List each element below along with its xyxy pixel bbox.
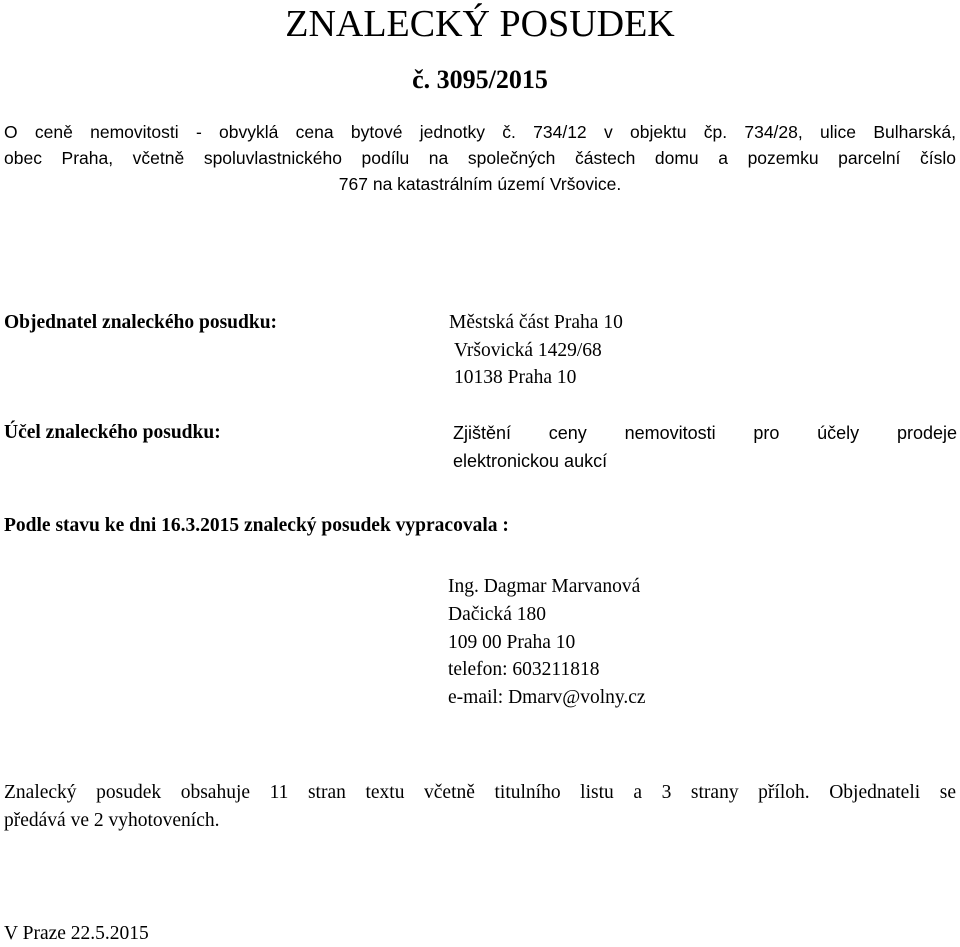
description-line-2: obec Praha, včetně spoluvlastnického podílu na společných částech domu a pozemku parcelní číslo: [4, 148, 956, 168]
document-description: [4, 119, 956, 197]
expert-phone: telefon: 603211818: [448, 659, 600, 680]
purpose-label: Účel znaleckého posudku:: [4, 422, 221, 443]
client-label: Objednatel znaleckého posudku:: [4, 312, 278, 333]
expert-city: 109 00 Praha 10: [448, 632, 576, 653]
prepared-statement: Podle stavu ke dni 16.3.2015 znalecký posudek vypracovala :: [4, 515, 509, 536]
client-city: 10138 Praha 10: [454, 367, 577, 388]
place-date: V Praze 22.5.2015: [4, 923, 149, 944]
purpose-line-1: Zjištění ceny nemovitosti pro účely prodeje: [453, 423, 957, 443]
purpose-line-2: elektronickou aukcí: [453, 451, 608, 471]
description-line-1: O ceně nemovitosti - obvyklá cena bytové jednotky č. 734/12 v objektu čp. 734/28, ulice Bulharská,: [4, 122, 956, 142]
expert-street: Dačická 180: [448, 604, 546, 625]
client-name: Městská část Praha 10: [449, 312, 623, 333]
document-number: č. 3095/2015: [412, 65, 548, 94]
document-title: ZNALECKÝ POSUDEK: [285, 3, 675, 45]
client-street: Vršovická 1429/68: [454, 340, 602, 361]
expert-email: e-mail: Dmarv@volny.cz: [448, 687, 646, 708]
footer-line-1: Znalecký posudek obsahuje 11 stran textu včetně titulního listu a 3 strany příloh. Objednateli se: [4, 782, 956, 803]
expert-name: Ing. Dagmar Marvanová: [448, 576, 641, 597]
footer-line-2: předává ve 2 vyhotoveních.: [4, 810, 220, 831]
description-line-3: 767 na katastrálním území Vršovice.: [338, 174, 622, 194]
